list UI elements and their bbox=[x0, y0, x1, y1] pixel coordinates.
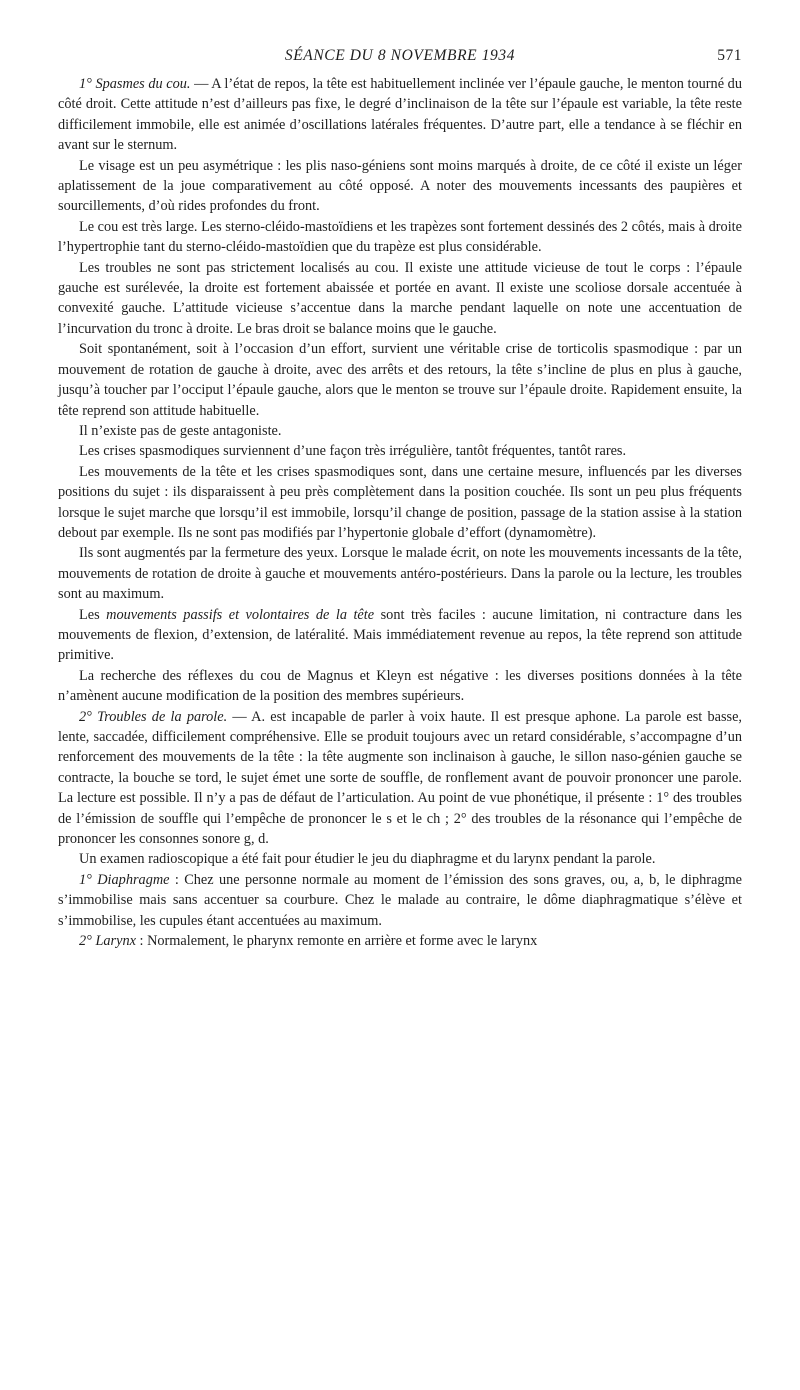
emphasis-text: mouvements passifs et volontaires de la tête bbox=[106, 606, 375, 623]
paragraph-text: Les mouvements de la tête et les crises spasmodiques sont, dans une certaine mesure, influencés par les diverses positions du sujet : ils disparaissent à peu près complètement dans la position couchée. Ils sont un peu plus fréquents lorsque le sujet marche que lorsqu’il est immobile, lorsqu’il change de position, passage de la station assise à la station debout par exemple. Ils ne sont pas modifiés par l’hypertonie globale d’effort (dynamomètre). bbox=[58, 463, 742, 541]
running-title: SÉANCE DU 8 NOVEMBRE 1934 bbox=[284, 47, 516, 64]
section-heading: 1° Diaphragme bbox=[79, 871, 170, 888]
paragraph-troubles-parole bbox=[58, 707, 742, 850]
paragraph-cou bbox=[58, 217, 742, 258]
page-number: 571 bbox=[717, 47, 742, 64]
paragraph-text: Soit spontanément, soit à l’occasion d’un effort, survient une véritable crise de torticolis spasmodique : par un mouvement de rotation de gauche à droite, avec des arrêts et des retours, la tête s’incline de plus en plus à gauche, jusqu’à toucher par l’occiput l’épaule gauche, alors que le menton se trouve sur l’épaule droite. Rapidement ensuite, la tête reprend son attitude habituelle. bbox=[58, 341, 742, 419]
paragraph-text: sont très faciles : aucune limitation, ni contracture dans les mouvements de flexion, d’extension, de latéralité. Mais immédiatement revenue au repos, la tête reprend son attitude primitive. bbox=[58, 606, 742, 664]
paragraph-mouvements-passifs bbox=[58, 605, 742, 666]
paragraph-text: La recherche des réflexes du cou de Magnus et Kleyn est négative : les diverses positions données à la tête n’amènent aucune modification de la position des membres supérieurs. bbox=[58, 667, 742, 705]
paragraph-text: : Normalement, le pharynx remonte en arrière et forme avec le larynx bbox=[135, 933, 538, 950]
paragraph-prefix: Les bbox=[79, 606, 107, 623]
paragraph-text: : Chez une personne normale au moment de l’émission des sons graves, ou, a, b, le diphragme s’immobilise mais sans accentuer sa courbure. Chez le malade au contraire, le dôme diaphragmatique s’élève et s’immobilise, les cupules étant accentuées au maximum. bbox=[58, 871, 742, 929]
paragraph-visage bbox=[58, 156, 742, 217]
paragraph-larynx bbox=[58, 931, 742, 951]
paragraph-text: Les troubles ne sont pas strictement localisés au cou. Il existe une attitude vicieuse de tout le corps : l’épaule gauche est surélevée, la droite est fortement abaissée et portée en avant. Il existe une scoliose dorsale accentuée à convexité gauche. L’attitude vicieuse s’accentue dans la marche pendant laquelle on note une accentuation de l’incurvation du tronc à droite. Le bras droit se balance moins que le gauche. bbox=[58, 259, 742, 337]
paragraph-text: — A l’état de repos, la tête est habituellement inclinée ver l’épaule gauche, le menton tourné du côté droit. Cette attitude n’est d’ailleurs pas fixe, le degré d’inclinaison de la tête sur l’épaule est variable, la tête reste difficilement immobile, elle est animée d’oscillations latérales fréquentes. D’autre part, elle a tendance à se fléchir en avant sur le sternum. bbox=[58, 76, 742, 154]
running-head bbox=[58, 44, 742, 74]
page bbox=[58, 44, 742, 951]
paragraph-troubles-corps bbox=[58, 258, 742, 340]
paragraph-text: — A. est incapable de parler à voix haute. Il est presque aphone. La parole est basse, lente, saccadée, difficilement compréhensive. Elle se produit toujours avec un retard considérable, s’accompagne d’un renforcement des mouvements de la tête : la tête augmente son inclinaison à gauche, le sillon naso-génien gauche se contracte, la bouche se tord, le sujet émet une sorte de souffle, de ronflement avant de pouvoir prononcer une parole. La lecture est possible. Il n’y a pas de défaut de l’articulation. Au point de vue phonétique, il présente : 1° des troubles de l’émission de souffle qui l’empêche de prononcer le s et le ch ; 2° des troubles de la résonance qui l’empêche de prononcer les consonnes sonore g, d. bbox=[58, 708, 743, 848]
paragraph-crises-frequence bbox=[58, 441, 742, 461]
paragraph-geste bbox=[58, 421, 742, 441]
paragraph-text: Les crises spasmodiques surviennent d’une façon très irrégulière, tantôt fréquentes, tantôt rares. bbox=[79, 443, 627, 460]
section-heading: 2° Troubles de la parole. bbox=[79, 708, 228, 725]
paragraph-spasmes bbox=[58, 74, 742, 156]
section-heading: 1° Spasmes du cou. bbox=[79, 76, 191, 92]
paragraph-diaphragme bbox=[58, 870, 742, 931]
paragraph-radioscopie bbox=[58, 849, 742, 869]
paragraph-text: Le visage est un peu asymétrique : les plis naso-géniens sont moins marqués à droite, de ce côté il existe un léger aplatissement de la joue comparativement au côté opposé. A noter des mouvements incessants des paupières et sourcillements, d’où rides profondes du front. bbox=[58, 157, 742, 215]
paragraph-positions bbox=[58, 462, 742, 544]
paragraph-fermeture-yeux bbox=[58, 543, 742, 604]
paragraph-crise-torticolis bbox=[58, 339, 742, 421]
paragraph-text: Le cou est très large. Les sterno-cléido-mastoïdiens et les trapèzes sont fortement dessinés des 2 côtés, mais à droite l’hypertrophie tant du sterno-cléido-mastoïdien que du trapèze est plus considérable. bbox=[58, 218, 742, 256]
paragraph-text: Ils sont augmentés par la fermeture des yeux. Lorsque le malade écrit, on note les mouvements incessants de la tête, mouvements de rotation de droite à gauche et mouvements antéro-postérieurs. Dans la parole ou la lecture, les troubles sont au maximum. bbox=[58, 545, 742, 603]
paragraph-text: Il n’existe pas de geste antagoniste. bbox=[79, 422, 282, 439]
paragraph-reflexes bbox=[58, 666, 742, 707]
section-heading: 2° Larynx bbox=[79, 933, 136, 950]
paragraph-text: Un examen radioscopique a été fait pour étudier le jeu du diaphragme et du larynx pendant la parole. bbox=[79, 851, 656, 868]
